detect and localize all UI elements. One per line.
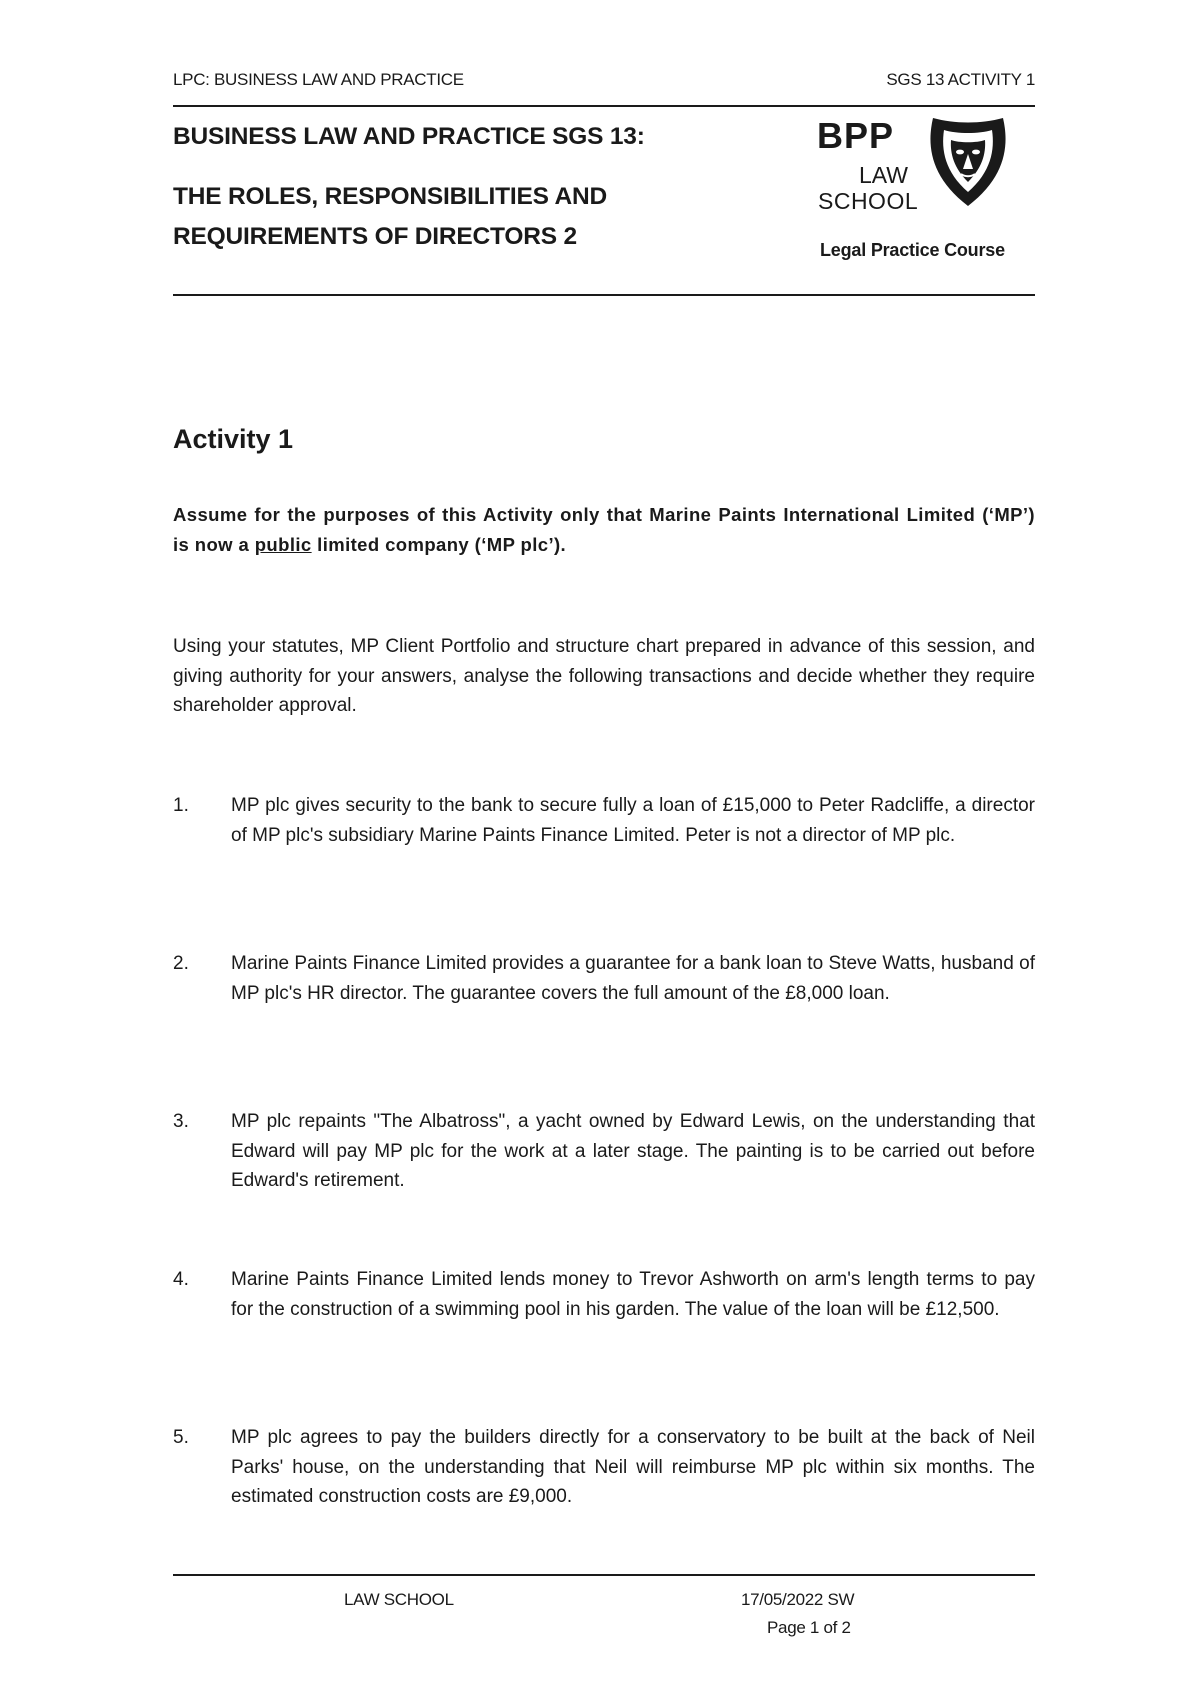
- item-text: Marine Paints Finance Limited lends money to Trevor Ashworth on arm's length terms to pay for the construction of a swimming pool in his garden. The value of the loan will be £12,500.: [231, 1269, 1035, 1320]
- document-title-line1: BUSINESS LAW AND PRACTICE SGS 13:: [173, 123, 645, 150]
- running-header: [173, 70, 1035, 94]
- title-block-rule: [173, 294, 1035, 296]
- document-title-line2: THE ROLES, RESPONSIBILITIES AND REQUIREMENTS OF DIRECTORS 2: [173, 183, 607, 250]
- assumption-underlined-word: public: [254, 534, 312, 555]
- assumption-text-start: Assume for the purposes of this Activity only that Marine Paints International Limited (‘MP’) is now a: [173, 504, 1035, 555]
- footer-law-school: LAW SCHOOL: [344, 1590, 454, 1609]
- footer-date: 17/05/2022 SW: [741, 1590, 855, 1609]
- item-number: 1.: [173, 795, 189, 816]
- activity-assumption: [173, 500, 1035, 560]
- item-text: MP plc repaints "The Albatross", a yacht owned by Edward Lewis, on the understanding that Edward will pay MP plc for the work at a later stage. The painting is to be carried out before Edward's retirement.: [231, 1111, 1035, 1191]
- item-number: 4.: [173, 1269, 189, 1290]
- logo-school-text: SCHOOL: [818, 188, 919, 214]
- logo-course-label: Legal Practice Course: [820, 240, 1005, 260]
- item-text: MP plc gives security to the bank to secure fully a loan of £15,000 to Peter Radcliffe, a director of MP plc's subsidiary Marine Paints Finance Limited. Peter is not a director of MP plc.: [231, 795, 1035, 846]
- assumption-text-end: limited company (‘MP plc’).: [311, 534, 567, 555]
- logo-law-text: LAW: [859, 162, 908, 188]
- item-number: 5.: [173, 1427, 189, 1448]
- header-activity-ref: SGS 13 ACTIVITY 1: [886, 70, 1035, 89]
- activity-heading: Activity 1: [173, 424, 294, 454]
- item-text: MP plc agrees to pay the builders directly for a conservatory to be built at the back of Neil Parks' house, on the understanding that Neil will reimburse MP plc within six months. The estimated construction costs are £9,000.: [231, 1427, 1035, 1507]
- item-text: Marine Paints Finance Limited provides a guarantee for a bank loan to Steve Watts, husband of MP plc's HR director. The guarantee covers the full amount of the £8,000 loan.: [231, 953, 1035, 1004]
- footer-page-number: Page 1 of 2: [767, 1618, 851, 1637]
- activity-instructions: Using your statutes, MP Client Portfolio and structure chart prepared in advance of this session, and giving authority for your answers, analyse the following transactions and decide whether they require shareholder approval.: [173, 636, 1035, 716]
- item-number: 3.: [173, 1111, 189, 1132]
- footer-rule: [173, 1574, 1035, 1576]
- header-course-title: LPC: BUSINESS LAW AND PRACTICE: [173, 70, 464, 89]
- bpp-law-school-logo: [815, 112, 1035, 272]
- logo-bpp-text: BPP: [817, 115, 895, 156]
- item-number: 2.: [173, 953, 189, 974]
- header-rule: [173, 105, 1035, 107]
- document-page: [173, 0, 1035, 1698]
- lion-shield-icon: [927, 114, 1009, 210]
